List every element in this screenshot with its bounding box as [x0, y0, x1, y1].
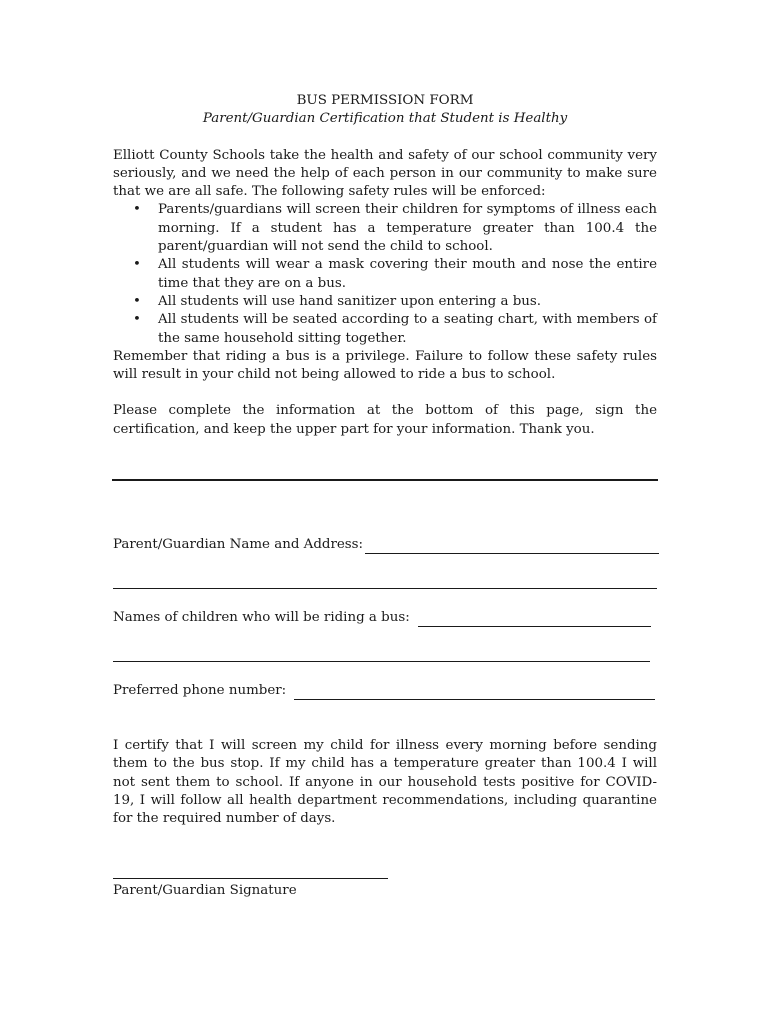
- spacer: [113, 589, 659, 609]
- rule-text: All students will wear a mask covering their mouth and nose the entire time that they are on a bus.: [158, 257, 657, 291]
- document-body: [113, 92, 657, 439]
- phone-label: Preferred phone number:: [113, 682, 287, 698]
- spacer: [113, 627, 659, 647]
- list-item: [133, 311, 657, 348]
- spacer: [113, 384, 657, 402]
- name-address-label: Parent/Guardian Name and Address:: [113, 536, 364, 552]
- spacer: [113, 554, 659, 574]
- bullet-icon: •: [133, 257, 141, 273]
- instructions-paragraph: Please complete the information at the bottom of this page, sign the certification, and keep the upper part for your information. Thank you.: [113, 403, 657, 437]
- signature-label: Parent/Guardian Signature: [113, 883, 297, 898]
- bullet-icon: •: [133, 202, 141, 218]
- list-item: [133, 256, 657, 293]
- list-item: [133, 293, 657, 311]
- section-divider: [112, 479, 658, 481]
- signature-field[interactable]: [113, 878, 388, 879]
- name-address-field[interactable]: [365, 539, 659, 554]
- children-row: [113, 609, 651, 627]
- children-label: Names of children who will be riding a bus:: [113, 609, 410, 625]
- name-address-row: [113, 536, 659, 554]
- list-item: [133, 201, 657, 256]
- bullet-icon: •: [133, 293, 141, 309]
- children-continuation-field[interactable]: [113, 647, 650, 662]
- intro-paragraph: Elliott County Schools take the health and safety of our school community very seriously, and we need the help of each person in our community to make sure that we are all safe. The following safety rules will be enforced:: [113, 147, 657, 200]
- form-title: BUS PERMISSION FORM: [296, 93, 474, 108]
- spacer: [113, 662, 659, 682]
- certification-paragraph: I certify that I will screen my child for illness every morning before sending them to the bus stop. If my child has a temperature greater than 100.4 I will not sent them to school. If anyone in our household tests positive for COVID-19, I will follow all health department recommendations, including quarantine for the required number of days.: [113, 738, 657, 827]
- address-continuation-field[interactable]: [113, 574, 657, 589]
- rule-text: Parents/guardians will screen their children for symptoms of illness each morning. If a student has a temperature greater than 100.4 the parent/guardian will not send the child to school.: [158, 202, 657, 255]
- phone-field[interactable]: [294, 685, 655, 700]
- rule-text: All students will use hand sanitizer upon entering a bus.: [158, 293, 542, 309]
- reminder-paragraph: Remember that riding a bus is a privilege. Failure to follow these safety rules will result in your child not being allowed to ride a bus to school.: [113, 348, 657, 383]
- form-subtitle: Parent/Guardian Certification that Student is Healthy: [202, 111, 568, 127]
- rule-text: All students will be seated according to a seating chart, with members of the same household sitting together.: [158, 312, 657, 346]
- form-fields: [113, 536, 659, 700]
- children-field[interactable]: [418, 612, 651, 627]
- safety-rules-list: [113, 201, 657, 347]
- phone-row: [113, 682, 655, 700]
- bullet-icon: •: [133, 312, 141, 328]
